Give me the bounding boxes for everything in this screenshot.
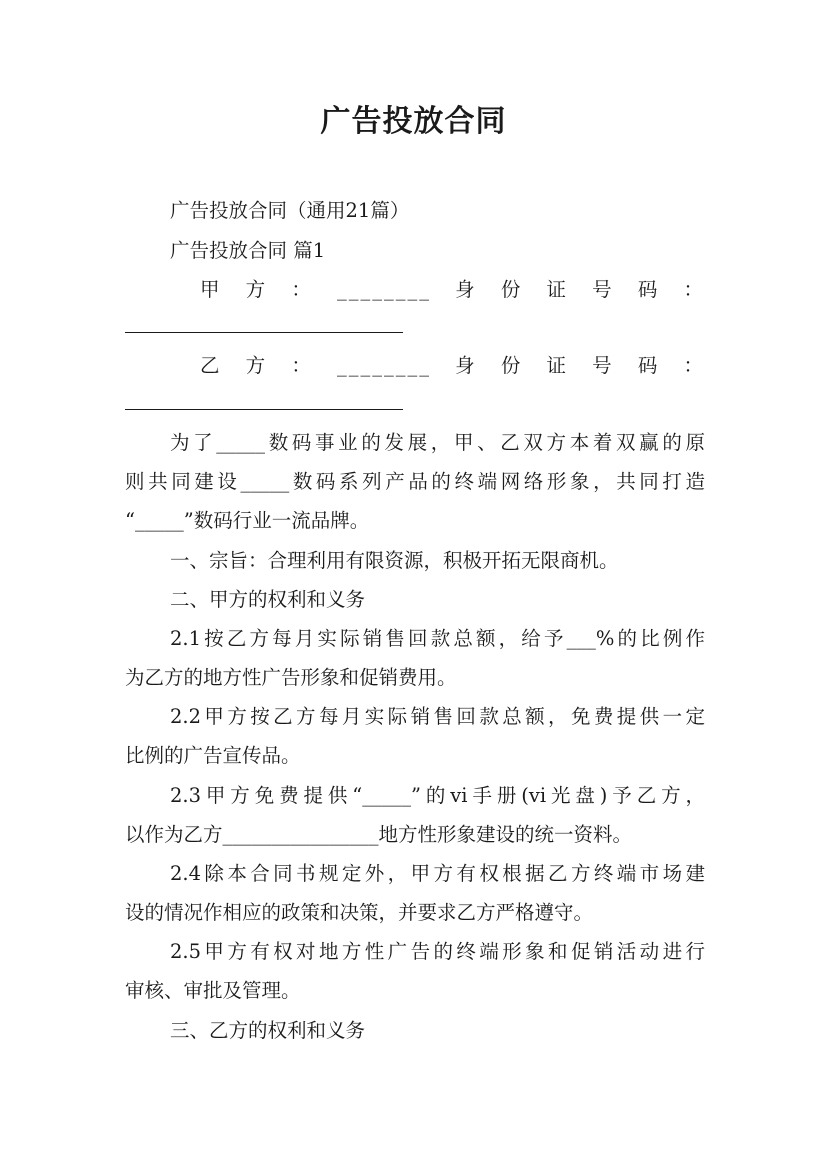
doc-line-6: 则共同建设_____数码系列产品的终端网络形象，共同打造 [125, 470, 705, 493]
doc-line-10: 2.1按乙方每月实际销售回款总额，给予___%的比例作 [170, 627, 705, 650]
doc-line-18: 2.5甲方有权对地方性广告的终端形象和促销活动进行 [170, 940, 705, 963]
section-heading-3: 三、乙方的权利和义务 [170, 1019, 366, 1042]
doc-line-13: 比例的广告宣传品。 [125, 744, 301, 767]
section-heading-2: 二、甲方的权利和义务 [170, 588, 366, 611]
doc-line-19: 审核、审批及管理。 [125, 979, 301, 1002]
doc-line-16: 2.4除本合同书规定外，甲方有权根据乙方终端市场建 [170, 862, 705, 885]
doc-line-11: 为乙方的地方性广告形象和促销费用。 [125, 666, 457, 689]
party-b-id-blank [125, 409, 403, 410]
doc-line-15: 以作为乙方________________地方性形象建设的统一资料。 [125, 823, 633, 846]
doc-line-2: 广告投放合同 篇1 [170, 239, 326, 262]
party-a-id-blank [125, 332, 403, 333]
party-b-line: 乙方：________身份证号码： [200, 354, 705, 377]
doc-line-17: 设的情况作相应的政策和决策，并要求乙方严格遵守。 [125, 901, 594, 924]
doc-line-14: 2.3甲方免费提供“_____”的vi手册(vi光盘)予乙方， [170, 784, 705, 807]
doc-line-1: 广告投放合同（通用21篇） [170, 199, 410, 222]
doc-line-8: 一、宗旨：合理利用有限资源，积极开拓无限商机。 [170, 549, 619, 572]
document-title: 广告投放合同 [320, 104, 507, 139]
party-a-line: 甲方：________身份证号码： [200, 278, 705, 301]
doc-line-5: 为了_____数码事业的发展，甲、乙双方本着双赢的原 [170, 431, 705, 454]
doc-line-12: 2.2甲方按乙方每月实际销售回款总额，免费提供一定 [170, 705, 705, 728]
doc-line-7: “_____”数码行业一流品牌。 [125, 509, 370, 532]
